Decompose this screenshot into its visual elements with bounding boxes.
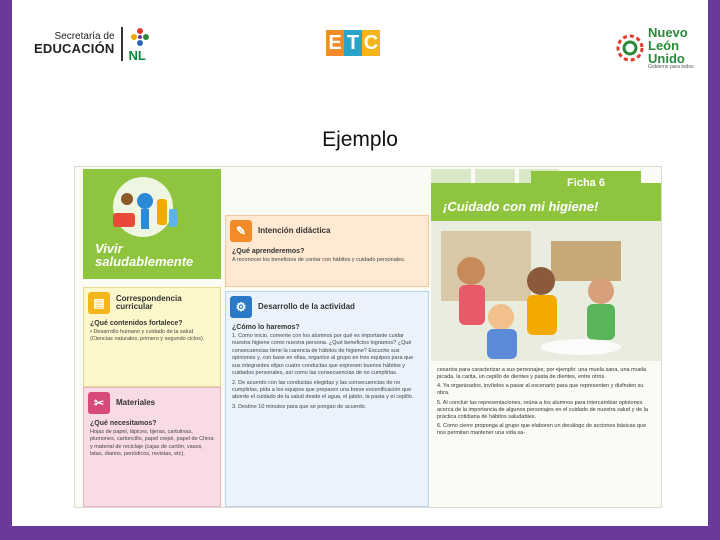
nl-subtitle: Gobierno para todos <box>648 64 694 70</box>
right-step-4: 4. Ya organizados, invítelos a pasar al escenario para que representen y disfruten su obra. <box>437 383 644 397</box>
correspondencia-box <box>83 287 221 387</box>
nl-mark <box>129 26 151 62</box>
intencion-box <box>225 215 429 287</box>
section-title-line1: Vivir <box>95 240 123 256</box>
secretaria-logo <box>34 26 151 62</box>
section-title-line2: saludablemente <box>95 254 194 270</box>
document-left-column <box>83 169 221 507</box>
pencil-icon: ✎ <box>230 220 252 242</box>
etc-letter-c: C <box>363 32 379 54</box>
page-tab <box>431 169 471 183</box>
gears-icon: ⚙ <box>230 296 252 318</box>
desarrollo-question: ¿Cómo lo haremos? <box>232 324 300 331</box>
correspondencia-text: • Desarrollo humano y cuidado de la salud (Ciencias naturales, primero y segundo ciclos). <box>90 329 205 343</box>
nuevo-leon-emblem-icon <box>616 34 644 62</box>
document-middle-column <box>225 215 429 507</box>
correspondencia-title: Correspondencia curricular <box>115 293 182 311</box>
nuevo-leon-logo <box>616 26 694 70</box>
document-page <box>74 166 662 508</box>
correspondencia-question: ¿Qué contenidos fortalece? <box>90 320 183 327</box>
materiales-text: Hojas de papel, lápices, tijeras, cartulinas, plumones, cartoncillo, papel crepé, papel de China y material de reciclaje (cajas de cartón, vasos, latas, diarios, periódicos, revistas, etc). <box>90 429 214 458</box>
desarrollo-step-2: 2. De acuerdo con las conductas elegidas y las consecuencias de no cumplirlas, pida a los equipos que preparen una breve escenificación que aborde el cuidado de la salud desde el agua, el jabón, la pasta y el cepillo. <box>232 379 414 401</box>
slide <box>12 0 708 526</box>
activity-band <box>431 177 661 221</box>
slide-title: Ejemplo <box>322 128 398 151</box>
etc-letter-t: T <box>344 30 362 56</box>
right-step-6: 6. Como cierre proponga al grupo que elaboren un decálogo de acciones básicas que nos permitan mantener una vida sa- <box>437 422 647 437</box>
right-paragraph-1: cesarios para caracterizar a sus personajes; por ejemplo: una muela sana, una muela picada, la carita, un cepillo de dientes y pasta de dientes, entre otros. <box>437 367 647 381</box>
ficha-label: Ficha 6 <box>531 171 641 195</box>
nl-word-3: Unido <box>648 51 685 66</box>
logo-divider <box>121 27 123 61</box>
healthy-items-illustration-icon <box>83 169 221 249</box>
intencion-question: ¿Qué aprenderemos? <box>232 248 305 255</box>
etc-logo <box>326 30 380 56</box>
nl-word-1: Nuevo <box>648 25 688 40</box>
vivir-saludablemente-banner <box>83 169 221 279</box>
desarrollo-box <box>225 291 429 507</box>
scissors-icon: ✂ <box>88 392 110 414</box>
secretaria-small-text: Secretaría de <box>54 30 115 42</box>
page-tab <box>475 169 515 183</box>
section-title <box>95 242 193 269</box>
right-step-5: 5. Al concluir las representaciones, reúna a los alumnos para intercambiar opiniones acerca de la importancia de algunos personajes en el cuidado de nuestra salud y de la práctica cotidiana de hábitos saludables. <box>437 399 648 420</box>
secretaria-big-text: EDUCACIÓN <box>34 41 115 57</box>
children-playing-illustration-icon <box>431 221 661 361</box>
desarrollo-step-3: 3. Destine 10 minutos para que se pongan de acuerdo. <box>232 403 367 410</box>
book-icon: ▤ <box>88 292 110 314</box>
materiales-question: ¿Qué necesitamos? <box>90 420 157 427</box>
desarrollo-title: Desarrollo de la actividad <box>258 301 355 311</box>
nl-mark-text: NL <box>128 48 146 63</box>
etc-letter-e: E <box>326 30 344 56</box>
intencion-text: A reconocer los beneficios de contar con hábitos y cuidado personales. <box>232 257 406 263</box>
intencion-title: Intención didáctica <box>258 225 331 235</box>
children-illustration <box>431 221 661 361</box>
materiales-title: Materiales <box>116 397 156 407</box>
document-right-column <box>431 169 661 507</box>
activity-title: ¡Cuidado con mi higiene! <box>443 199 599 214</box>
materiales-box <box>83 387 221 507</box>
nl-word-2: León <box>648 38 680 53</box>
right-text-block <box>431 363 661 507</box>
nl-flower-icon <box>129 26 151 48</box>
desarrollo-step-1: 1. Como inicio, comente con los alumnos por qué es importante cuidar nuestra higiene como nuestra persona. ¿Qué beneficios logramos? ¿Qué consecuencias tiene la carencia de hábitos de higiene? Escuche sus opiniones y, con base en ellas, organice al grupo en tres equipos para que sus integrantes elijan cuatro conductas que expresen buenos hábitos y cuidados personales, así como las consecuencias de no cumplirlas. <box>232 333 414 377</box>
